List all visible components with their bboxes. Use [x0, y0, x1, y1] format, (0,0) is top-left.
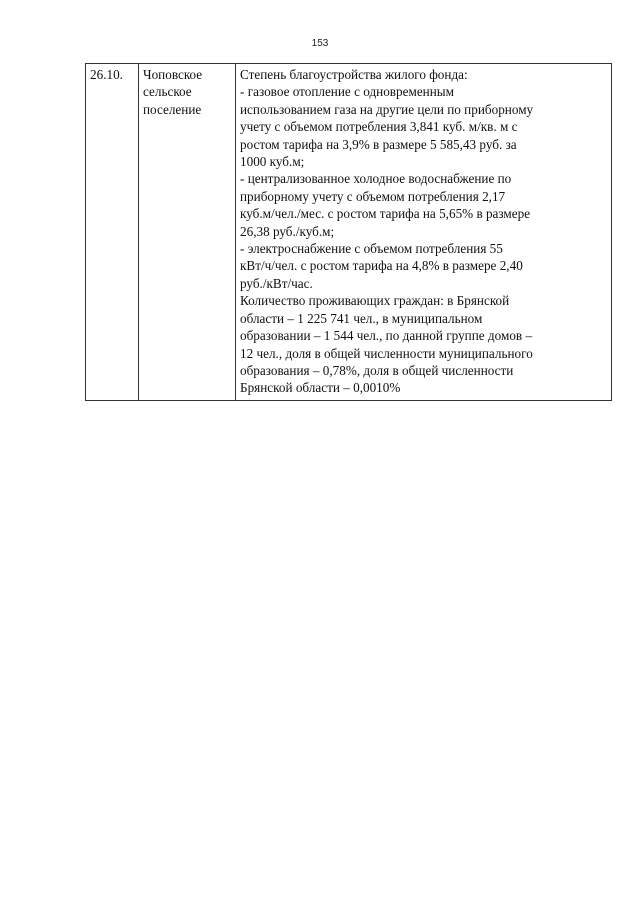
settlement-table [85, 63, 612, 401]
settlement-name-line: поселение [143, 101, 202, 117]
description-line: руб./кВт/час. [240, 275, 313, 291]
description-line: ростом тарифа на 3,9% в размере 5 585,43 руб. за [240, 136, 517, 152]
description-cell [236, 64, 612, 401]
description-line: 12 чел., доля в общей численности муниципального [240, 345, 533, 361]
description-line: - газовое отопление с одновременным [240, 84, 454, 100]
row-number: 26.10. [90, 67, 123, 82]
description-line: области – 1 225 741 чел., в муниципальном [240, 310, 483, 326]
description-line: Количество проживающих граждан: в Брянской [240, 293, 510, 309]
settlement-name-cell [139, 64, 236, 401]
settlement-name-line: Чоповское [143, 67, 203, 82]
description-line: использованием газа на другие цели по приборному [240, 101, 534, 117]
description-line: 1000 куб.м; [240, 154, 305, 170]
description-line: кВт/ч/чел. с ростом тарифа на 4,8% в размере 2,40 [240, 258, 523, 274]
description-line: учету с объемом потребления 3,841 куб. м/кв. м с [240, 119, 518, 135]
description-line: 26,38 руб./куб.м; [240, 223, 335, 239]
row-number-cell [86, 64, 139, 401]
page-number: 153 [311, 38, 329, 49]
description-heading: Степень благоустройства жилого фонда: [240, 67, 468, 82]
description-line: - централизованное холодное водоснабжение по [240, 171, 512, 187]
description-line: образования – 0,78%, доля в общей численности [240, 362, 514, 378]
description-line: Брянской области – 0,0010% [240, 380, 401, 396]
description-line: - электроснабжение с объемом потребления 55 [240, 241, 503, 257]
table-row [86, 64, 612, 401]
description-line: образовании – 1 544 чел., по данной группе домов – [240, 328, 533, 344]
description-line: приборному учету с объемом потребления 2,17 [240, 188, 506, 204]
description-line: куб.м/чел./мес. с ростом тарифа на 5,65% в размере [240, 206, 531, 222]
settlement-name-line: сельское [143, 84, 192, 100]
